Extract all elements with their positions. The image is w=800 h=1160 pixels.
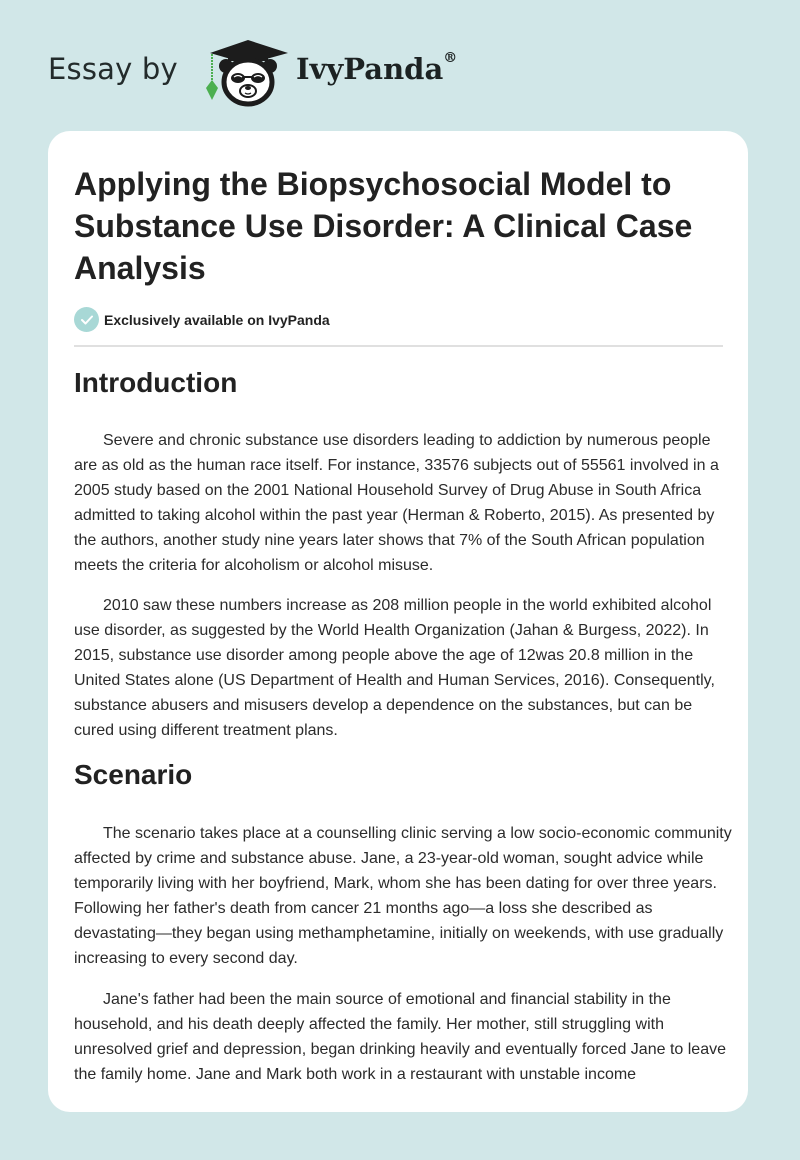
panda-graduate-icon[interactable]	[202, 36, 294, 108]
essay-card	[48, 131, 748, 1112]
section-heading-scenario: Scenario	[74, 759, 193, 790]
essay-by-label: Essay by	[48, 52, 178, 86]
page-title: Applying the Biopsychosocial Model to Substance Use Disorder: A Clinical Case Analysis	[74, 166, 693, 286]
brand-name: IvyPanda	[296, 52, 444, 86]
paragraph: Jane's father had been the main source of emotional and financial stability in the household, and his death deeply affected the family. Her mother, still struggling with unresolved grief and depression, began drinking heavily and eventually forced Jane to leave the family home. Jane and Mark both work in a restaurant with unstable income	[74, 991, 726, 1083]
paragraph: The scenario takes place at a counselling clinic serving a low socio-economic community affected by crime and substance abuse. Jane, a 23-year-old woman, sought advice while temporarily living with her boyfriend, Mark, whom she has been dating for over three years. Following her father's death from cancer 21 months ago—a loss she described as devastating—they began using methamphetamine, initially on weekends, with use gradually increasing to every second day.	[74, 825, 732, 967]
exclusive-text: Exclusively available on IvyPanda	[104, 311, 330, 328]
site-header	[0, 0, 800, 130]
divider	[74, 345, 723, 347]
check-circle-icon	[74, 307, 99, 332]
paragraph: Severe and chronic substance use disorders leading to addiction by numerous people are as old as the human race itself. For instance, 33576 subjects out of 55561 involved in a 2005 study based on the 2001 National Household Survey of Drug Abuse in South Africa admitted to taking alcohol within the past year (Herman & Roberto, 2015). As presented by the authors, another study nine years later shows that 7% of the South African population meets the criteria for alcoholism or alcohol misuse.	[74, 432, 719, 574]
exclusive-badge	[74, 307, 330, 332]
section-heading-introduction: Introduction	[74, 367, 238, 398]
paragraph: 2010 saw these numbers increase as 208 million people in the world exhibited alcohol use disorder, as suggested by the World Health Organization (Jahan & Burgess, 2022). In 2015, substance use disorder among people above the age of 12was 20.8 million in the United States alone (US Department of Health and Human Services, 2016). Consequently, substance abusers and misusers develop a dependence on the substances, but can be cured using different treatment plans.	[74, 597, 715, 739]
registered-mark: ®	[443, 50, 458, 66]
brand-logo-text[interactable]	[296, 52, 457, 86]
